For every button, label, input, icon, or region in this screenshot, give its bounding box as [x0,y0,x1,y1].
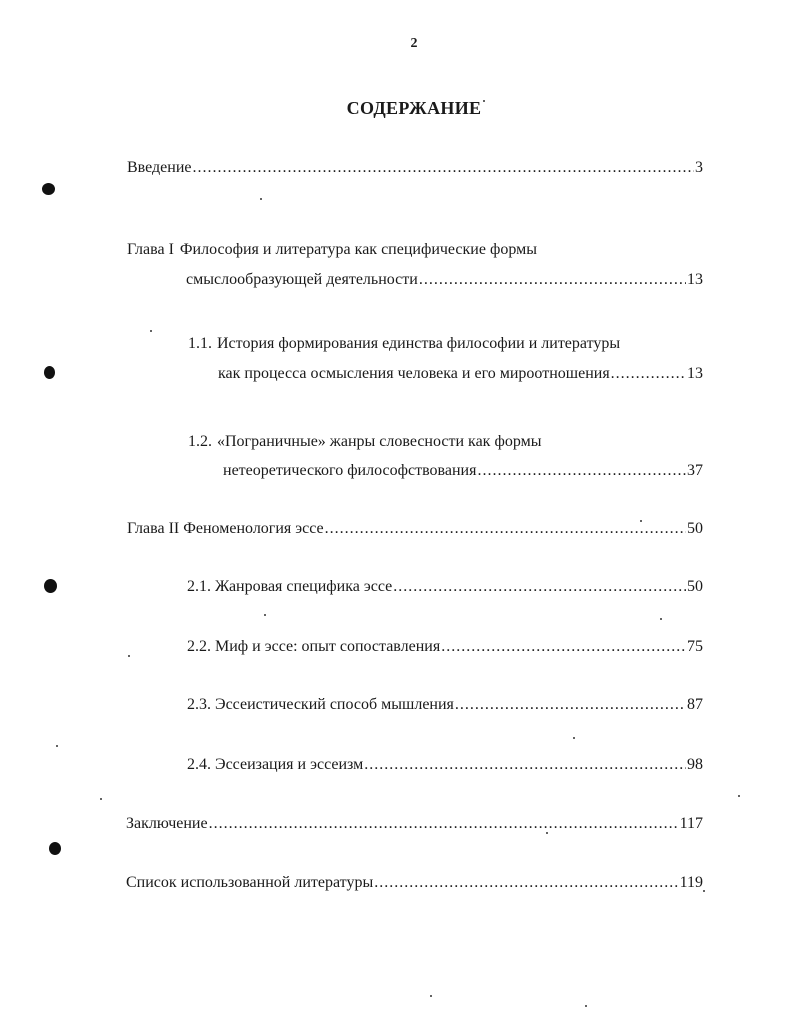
toc-entry-chapter2[interactable] [127,519,703,539]
scan-speck [260,198,262,200]
toc-entry-chapter1-heading[interactable] [127,240,537,260]
toc-label: «Пограничные» жанры словесности как формы [217,433,542,450]
scan-speck [100,798,102,800]
scan-speck [738,795,740,797]
scan-speck [56,745,58,747]
toc-entry-intro[interactable] [127,158,703,178]
toc-label: смыслообразующей деятельности [186,271,418,288]
scan-speck [483,100,485,102]
toc-label: История формирования единства философии и литературы [217,335,621,352]
toc-page-number: 87 [687,696,703,713]
toc-entry-2-1[interactable] [187,577,703,597]
toc-page-number: 119 [679,874,703,891]
toc-label: 2.4. Эссеизация и эссеизм [187,756,364,773]
toc-leader-dots [393,577,686,597]
toc-leader-dots [455,695,686,715]
toc-entry-1-2[interactable] [223,461,703,481]
scan-speck [430,995,432,997]
toc-section-prefix: 1.1. [188,335,212,352]
scan-speck [264,614,266,616]
toc-leader-dots [441,637,686,657]
punch-hole-mark [42,183,55,195]
toc-entry-1-1[interactable] [218,364,703,384]
toc-label: Философия и литература как специфические формы [179,241,537,258]
page-number: 2 [410,36,418,51]
scan-speck [150,330,152,332]
toc-label: Список использованной литературы [126,874,374,891]
scan-speck [546,832,548,834]
toc-label: Заключение [126,815,208,832]
toc-label: Введение [127,159,192,176]
toc-entry-conclusion[interactable] [126,814,703,834]
toc-entry-1-2-heading[interactable] [188,432,541,452]
toc-section-prefix: 1.2. [188,433,212,450]
page-title: СОДЕРЖАНИЕ [346,98,482,118]
toc-leader-dots [193,158,695,178]
toc-chapter-prefix: Глава I [127,241,174,258]
scan-speck [128,655,130,657]
toc-page-number: 37 [687,462,703,479]
toc-label: 2.2. Миф и эссе: опыт сопоставления [187,638,441,655]
toc-label: как процесса осмысления человека и его мироотношения [218,365,610,382]
toc-page-number: 13 [687,365,703,382]
toc-label: 2.3. Эссеистический способ мышления [187,696,454,713]
scan-speck [640,520,642,522]
punch-hole-mark [44,579,57,593]
toc-leader-dots [209,814,679,834]
toc-entry-1-1-heading[interactable] [188,334,620,354]
punch-hole-mark [49,842,61,855]
toc-leader-dots [364,755,686,775]
toc-label: 2.1. Жанровая специфика эссе [187,578,393,595]
scan-speck [703,890,705,892]
toc-label: Глава II Феноменология эссе [127,520,324,537]
toc-leader-dots [325,519,686,539]
toc-leader-dots [374,873,678,893]
toc-entry-2-4[interactable] [187,755,703,775]
toc-page-number: 13 [687,271,703,288]
toc-page-number: 75 [687,638,703,655]
toc-entry-2-3[interactable] [187,695,703,715]
scan-speck [585,1005,587,1007]
scan-speck [573,737,575,739]
scan-speck [660,618,662,620]
toc-leader-dots [477,461,686,481]
toc-leader-dots [611,364,686,384]
toc-entry-bibliography[interactable] [126,873,703,893]
toc-label: нетеоретического философствования [223,462,477,479]
toc-entry-chapter1[interactable] [186,270,703,290]
toc-page-number: 98 [687,756,703,773]
toc-page-number: 3 [695,159,703,176]
toc-entry-2-2[interactable] [187,637,703,657]
toc-page-number: 50 [687,578,703,595]
toc-page-number: 50 [687,520,703,537]
punch-hole-mark [44,366,55,379]
toc-leader-dots [419,270,686,290]
toc-page-number: 117 [679,815,703,832]
